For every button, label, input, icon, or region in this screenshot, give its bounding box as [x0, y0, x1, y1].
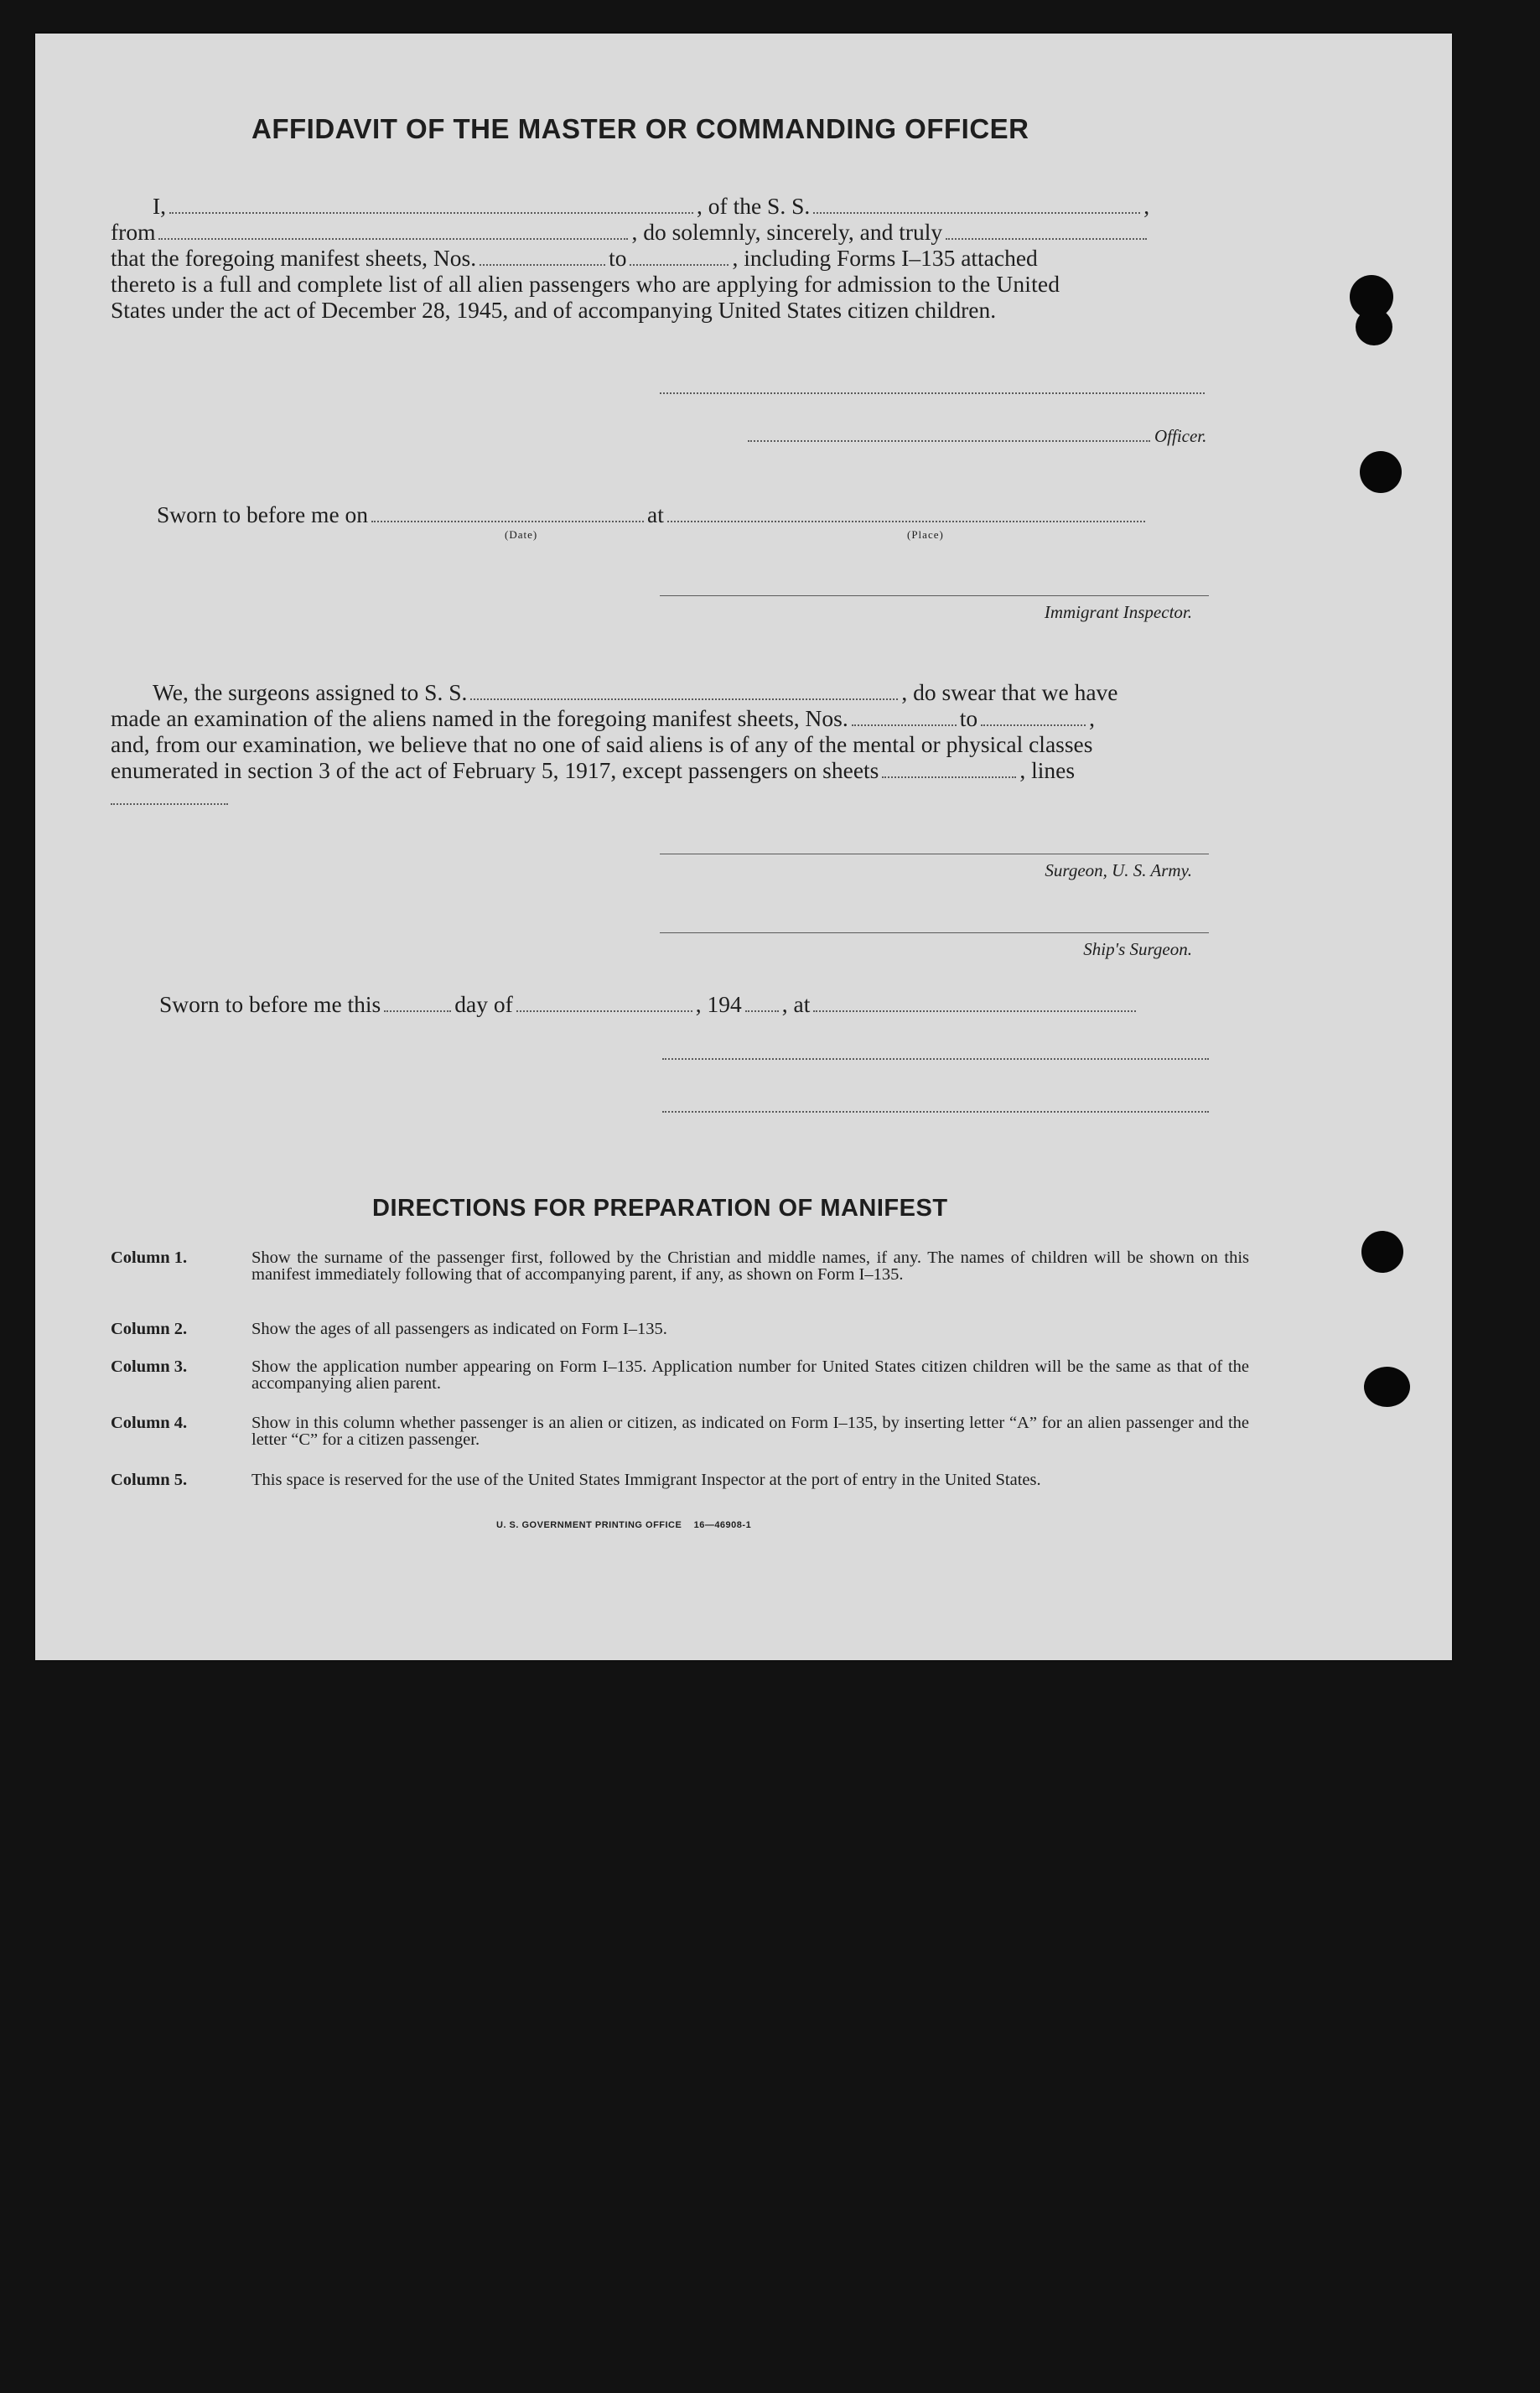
- text-surgeons-assigned: We, the surgeons assigned to S. S.: [153, 679, 468, 705]
- text-sworn-on: Sworn to before me on: [157, 501, 369, 527]
- affidavit-line-2: [111, 219, 1150, 245]
- text-to-2: to: [959, 705, 978, 731]
- text-lines: , lines: [1019, 757, 1076, 783]
- army-surgeon-caption: Surgeon, U. S. Army.: [1045, 860, 1192, 880]
- signature-line-3[interactable]: [662, 1111, 1209, 1113]
- surgeons-line-3: and, from our examination, we believe that no one of said aliens is of any of the mental or physical classes: [111, 731, 1093, 757]
- punch-hole: [1361, 1231, 1403, 1273]
- text-comma: ,: [1143, 193, 1150, 219]
- punch-hole: [1360, 451, 1402, 493]
- text-solemnly: , do solemnly, sincerely, and truly: [631, 219, 943, 245]
- sworn-line-1: [157, 501, 1149, 527]
- surgeons-sheets-to-field[interactable]: [981, 724, 1086, 726]
- form-code: 16—46908-1: [693, 1520, 752, 1530]
- except-sheets-field[interactable]: [882, 776, 1016, 778]
- text-of-ss: , of the S. S.: [697, 193, 811, 219]
- signature-line-2[interactable]: [662, 1058, 1209, 1060]
- affidavit-line-3: [111, 245, 1038, 271]
- column-1-text: Show the surname of the passenger first, followed by the Christian and middle names, if any. The names of children will be shown on this manifest immediately following that of accompanying parent, if any, as shown on Form I–135.: [251, 1248, 1249, 1284]
- text-enumerated: enumerated in section 3 of the act of February 5, 1917, except passengers on sheets: [111, 757, 879, 783]
- column-5-label: Column 5.: [111, 1471, 188, 1489]
- column-2-label: Column 2.: [111, 1320, 188, 1338]
- column-5-text: This space is reserved for the use of the United States Immigrant Inspector at the port of entry in the United States.: [251, 1471, 1041, 1489]
- ship-surgeon-signature-line[interactable]: [660, 932, 1209, 933]
- column-3-label: Column 3.: [111, 1357, 188, 1376]
- from-port-field[interactable]: [158, 238, 628, 240]
- printer-name: U. S. GOVERNMENT PRINTING OFFICE: [496, 1520, 682, 1530]
- column-1-label: Column 1.: [111, 1248, 188, 1267]
- text-at-2: , at: [781, 991, 811, 1017]
- text-day-of: day of: [454, 991, 513, 1017]
- column-2-text: Show the ages of all passengers as indicated on Form I–135.: [251, 1320, 667, 1338]
- column-4-text: Show in this column whether passenger is an alien or citizen, as indicated on Form I–135, by inserting letter “A” for an alien passenger and the letter “C” for a citizen passenger.: [251, 1414, 1249, 1449]
- text-do-swear: , do swear that we have: [901, 679, 1118, 705]
- sheets-from-field[interactable]: [480, 264, 605, 266]
- surgeons-line-2: [111, 705, 1095, 731]
- affidavit-line-4: thereto is a full and complete list of all alien passengers who are applying for admission to the United: [111, 271, 1060, 297]
- date-caption: (Date): [505, 528, 538, 541]
- sworn-place-field[interactable]: [667, 521, 1145, 522]
- inspector-caption: Immigrant Inspector.: [1044, 602, 1192, 622]
- text-comma-2: ,: [1089, 705, 1096, 731]
- sheets-to-field[interactable]: [630, 264, 729, 266]
- lines-field[interactable]: [111, 803, 228, 805]
- sworn-day-field[interactable]: [384, 1010, 451, 1012]
- text-manifest-sheets: that the foregoing manifest sheets, Nos.: [111, 245, 477, 271]
- affidavit-title: AFFIDAVIT OF THE MASTER OR COMMANDING OFFICER: [251, 113, 1029, 144]
- signature-line-1[interactable]: [660, 392, 1205, 394]
- sworn-place-field-2[interactable]: [813, 1010, 1136, 1012]
- column-3-text: Show the application number appearing on Form I–135. Application number for United States citizen children will be the same as that of the accompanying alien parent.: [251, 1357, 1249, 1393]
- text-i: I,: [153, 193, 167, 219]
- inspector-signature-line[interactable]: [660, 595, 1209, 596]
- text-at: at: [647, 501, 664, 527]
- officer-signature-line[interactable]: [748, 440, 1150, 442]
- text-194: , 194: [695, 991, 742, 1017]
- truly-field[interactable]: [946, 238, 1147, 240]
- surgeons-ship-field[interactable]: [470, 698, 898, 700]
- printer-imprint: [496, 1520, 751, 1530]
- affidavit-line-1: [111, 193, 1149, 219]
- text-sworn-this: Sworn to before me this: [159, 991, 381, 1017]
- surgeons-line-1: [111, 679, 1118, 705]
- text-including-forms: , including Forms I–135 attached: [732, 245, 1038, 271]
- sworn-date-field[interactable]: [371, 521, 644, 522]
- column-4-label: Column 4.: [111, 1414, 188, 1432]
- text-made-examination: made an examination of the aliens named in the foregoing manifest sheets, Nos.: [111, 705, 848, 731]
- officer-caption: Officer.: [1154, 426, 1207, 446]
- ship-surgeon-caption: Ship's Surgeon.: [1083, 939, 1192, 959]
- ship-name-field[interactable]: [813, 212, 1140, 214]
- text-to: to: [609, 245, 627, 271]
- form-page: [35, 34, 1452, 1660]
- surgeons-line-4: [111, 757, 1075, 783]
- punch-hole: [1356, 309, 1392, 345]
- sworn-month-field[interactable]: [516, 1010, 692, 1012]
- sworn-line-2: [159, 991, 1139, 1017]
- directions-title: DIRECTIONS FOR PREPARATION OF MANIFEST: [372, 1195, 948, 1222]
- punch-hole: [1364, 1367, 1410, 1407]
- text-from: from: [111, 219, 156, 245]
- affidavit-line-5: States under the act of December 28, 1945, and of accompanying United States citizen children.: [111, 297, 997, 323]
- master-name-field[interactable]: [169, 212, 693, 214]
- sworn-year-field[interactable]: [745, 1010, 779, 1012]
- surgeons-sheets-from-field[interactable]: [852, 724, 957, 726]
- place-caption: (Place): [907, 528, 944, 541]
